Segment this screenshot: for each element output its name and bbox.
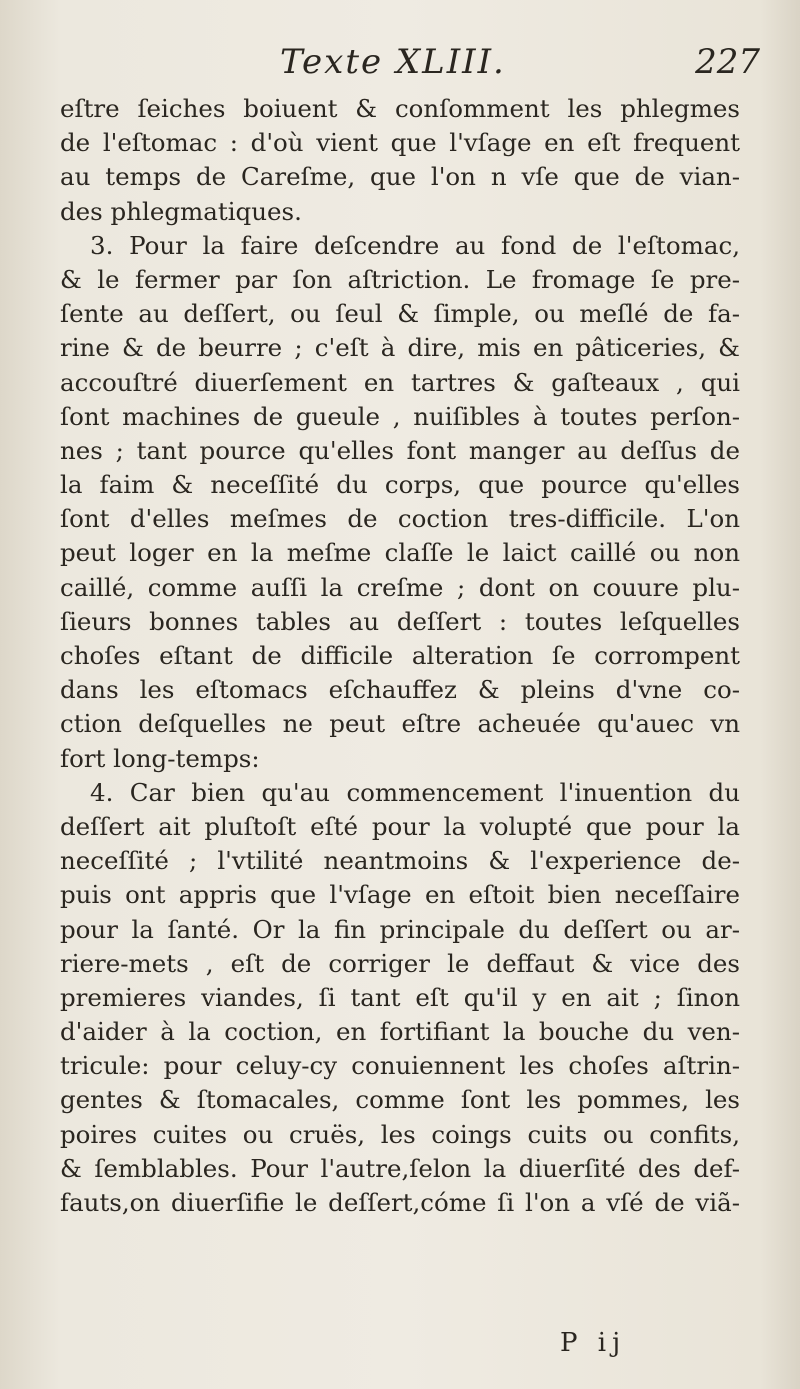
text-line: de l'eſtomac : d'où vient que l'vſage en eſt frequent: [60, 128, 740, 158]
text-line: premieres viandes, ſi tant eſt qu'il y en ait ; ſinon: [60, 982, 740, 1012]
text-line: nes ; tant pource qu'elles font manger au deſſus de: [60, 435, 740, 465]
text-line: riere-mets , eſt de corriger le deffaut & vice des: [60, 948, 740, 978]
text-line: ſieurs bonnes tables au deſſert : toutes leſquelles: [60, 606, 740, 636]
text-line: choſes eſtant de difficile alteration ſe corrompent: [60, 641, 740, 670]
text-line: puis ont appris que l'vſage en eſtoit bien neceſſaire: [60, 880, 740, 910]
text-line: dans les eſtomacs eſchauffez & pleins d'vne co-: [60, 675, 740, 705]
text-line: gentes & ſtomacales, comme ſont les pommes, les: [60, 1085, 740, 1115]
text-line: & ſemblables. Pour l'autre,ſelon la diuerſité des def-: [60, 1153, 740, 1183]
text-line: pour la ſanté. Or la fin principale du deſſert ou ar-: [60, 914, 740, 944]
text-line: fort long-temps:: [60, 743, 260, 773]
text-line: tricule: pour celuy-cy conuiennent les choſes aſtrin-: [60, 1051, 740, 1081]
text-line: & le fermer par ſon aſtriction. Le fromage ſe pre-: [60, 264, 740, 294]
text-line: 3. Pour la faire deſcendre au fond de l'eſtomac,: [90, 230, 740, 260]
text-line: ſente au deſſert, ou ſeul & ſimple, ou meſlé de fa-: [60, 299, 740, 329]
text-line: des phlegmatiques.: [60, 196, 302, 226]
text-line: peut loger en la meſme claſſe le laict caillé ou non: [60, 538, 740, 568]
text-line: neceſſité ; l'vtilité neantmoins & l'experience de-: [60, 846, 740, 876]
text-line: ſont machines de gueule , nuiſibles à toutes perſon-: [60, 401, 740, 431]
text-line: eſtre ſeiches boiuent & conſomment les phlegmes: [60, 94, 740, 123]
signature-mark: P ij: [560, 1328, 627, 1358]
page-header: [60, 42, 760, 92]
text-line: 4. Car bien qu'au commencement l'inuention du: [90, 777, 740, 807]
text-line: d'aider à la coction, en fortifiant la bouche du ven-: [60, 1017, 740, 1047]
text-line: rine & de beurre ; c'eſt à dire, mis en pâticeries, &: [60, 333, 740, 363]
text-line: deſſert ait pluſtoſt eſté pour la volupté que pour la: [60, 811, 740, 841]
text-line: caillé, comme auſſi la creſme ; dont on couure plu-: [60, 572, 740, 602]
body-text: [60, 92, 740, 1220]
text-line: la faim & neceſſité du corps, que pource qu'elles: [60, 470, 740, 500]
text-line: accouſtré diuerſement en tartres & gaſteaux , qui: [60, 367, 740, 397]
text-line: au temps de Careſme, que l'on n vſe que de vian-: [60, 162, 740, 192]
text-line: ction deſquelles ne peut eſtre acheuée qu'auec vn: [60, 709, 740, 739]
page-number: 227: [695, 42, 760, 82]
text-line: ſont d'elles meſmes de coction tres-difficile. L'on: [60, 504, 740, 534]
text-line: fauts,on diuerſifie le deſſert,cóme ſi l'on a vſé de viã-: [60, 1188, 740, 1217]
running-head: Texte XLIII.: [280, 42, 506, 82]
text-line: poires cuites ou cruës, les coings cuits ou confits,: [60, 1119, 740, 1149]
